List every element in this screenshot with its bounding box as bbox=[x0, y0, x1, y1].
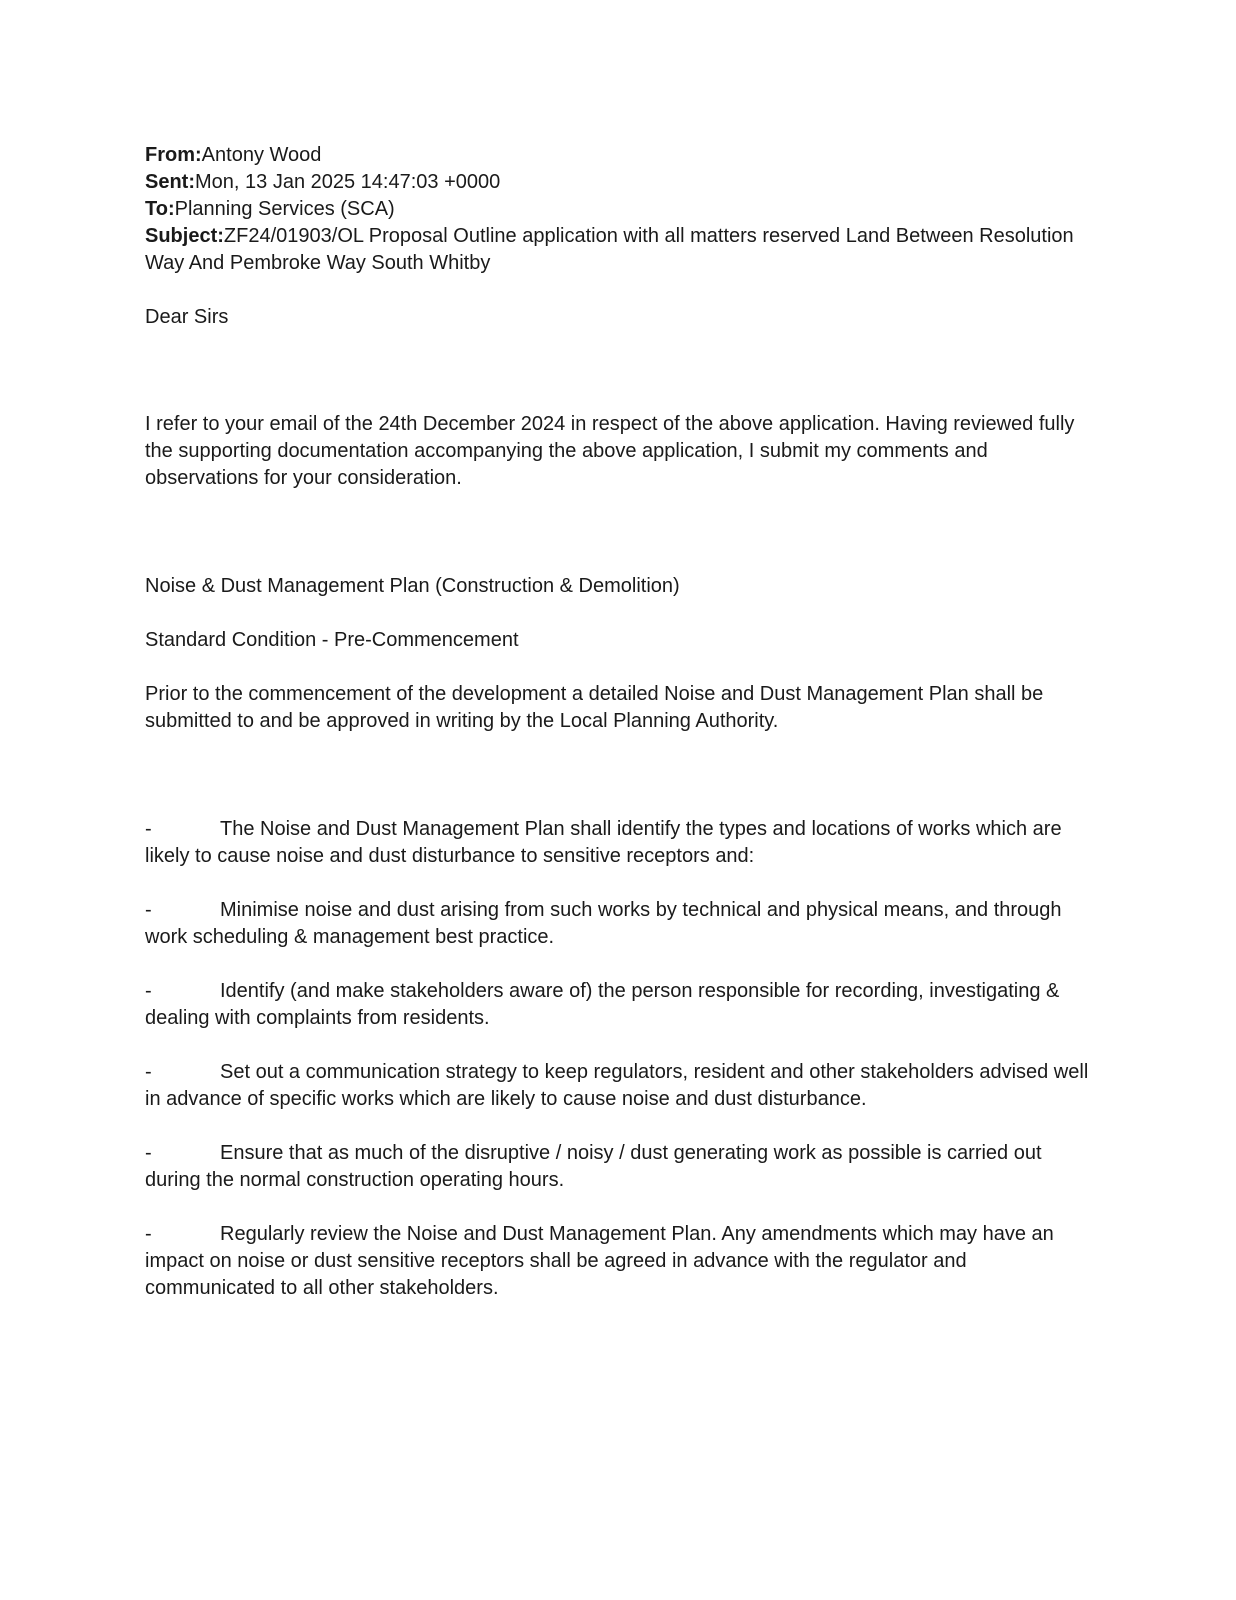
bullet-list bbox=[145, 816, 1090, 1302]
sent-label: Sent: bbox=[145, 171, 195, 193]
bullet-text: Identify (and make stakeholders aware of) the person responsible for recording, investigating & dealing with complaints from residents. bbox=[145, 980, 1060, 1029]
from-value: Antony Wood bbox=[201, 144, 322, 166]
bullet-text: Ensure that as much of the disruptive / noisy / dust generating work as possible is carried out during the normal construction operating hours. bbox=[145, 1142, 1042, 1191]
section-title: Noise & Dust Management Plan (Construction & Demolition) bbox=[145, 575, 680, 597]
bullet-marker: - bbox=[145, 1223, 152, 1245]
to-line bbox=[145, 196, 1090, 223]
to-value: Planning Services (SCA) bbox=[174, 198, 395, 220]
bullet-marker: - bbox=[145, 818, 152, 840]
list-item bbox=[145, 1221, 1090, 1302]
bullet-text: Set out a communication strategy to keep regulators, resident and other stakeholders advised well in advance of specific works which are likely to cause noise and dust disturbance. bbox=[145, 1061, 1089, 1110]
sent-value: Mon, 13 Jan 2025 14:47:03 +0000 bbox=[195, 171, 501, 193]
greeting: Dear Sirs bbox=[145, 306, 229, 328]
document-page bbox=[145, 142, 1090, 1329]
list-item bbox=[145, 897, 1090, 951]
from-line bbox=[145, 142, 1090, 169]
intro-paragraph: I refer to your email of the 24th December 2024 in respect of the above application. Having reviewed fully the supporting documentation accompanying the above application, I submit my comments and observations for your consideration. bbox=[145, 413, 1075, 489]
subject-line bbox=[145, 223, 1090, 277]
bullet-marker: - bbox=[145, 1061, 152, 1083]
list-item bbox=[145, 1140, 1090, 1194]
bullet-text: Minimise noise and dust arising from such works by technical and physical means, and through work scheduling & management best practice. bbox=[145, 899, 1062, 948]
sent-line bbox=[145, 169, 1090, 196]
bullet-text: Regularly review the Noise and Dust Management Plan. Any amendments which may have an impact on noise or dust sensitive receptors shall be agreed in advance with the regulator and communicated to all other stakeholders. bbox=[145, 1223, 1054, 1299]
from-label: From: bbox=[145, 144, 202, 166]
list-item bbox=[145, 978, 1090, 1032]
email-header bbox=[145, 142, 1090, 277]
list-item bbox=[145, 816, 1090, 870]
bullet-marker: - bbox=[145, 980, 152, 1002]
condition-type: Standard Condition - Pre-Commencement bbox=[145, 629, 519, 651]
subject-label: Subject: bbox=[145, 225, 224, 247]
bullet-marker: - bbox=[145, 899, 152, 921]
to-label: To: bbox=[145, 198, 175, 220]
condition-paragraph: Prior to the commencement of the development a detailed Noise and Dust Management Plan shall be submitted to and be approved in writing by the Local Planning Authority. bbox=[145, 683, 1044, 732]
subject-value: ZF24/01903/OL Proposal Outline application with all matters reserved Land Between Resolution Way And Pembroke Way South Whitby bbox=[145, 225, 1074, 274]
bullet-marker: - bbox=[145, 1142, 152, 1164]
list-item bbox=[145, 1059, 1090, 1113]
bullet-text: The Noise and Dust Management Plan shall identify the types and locations of works which are likely to cause noise and dust disturbance to sensitive receptors and: bbox=[145, 818, 1062, 867]
